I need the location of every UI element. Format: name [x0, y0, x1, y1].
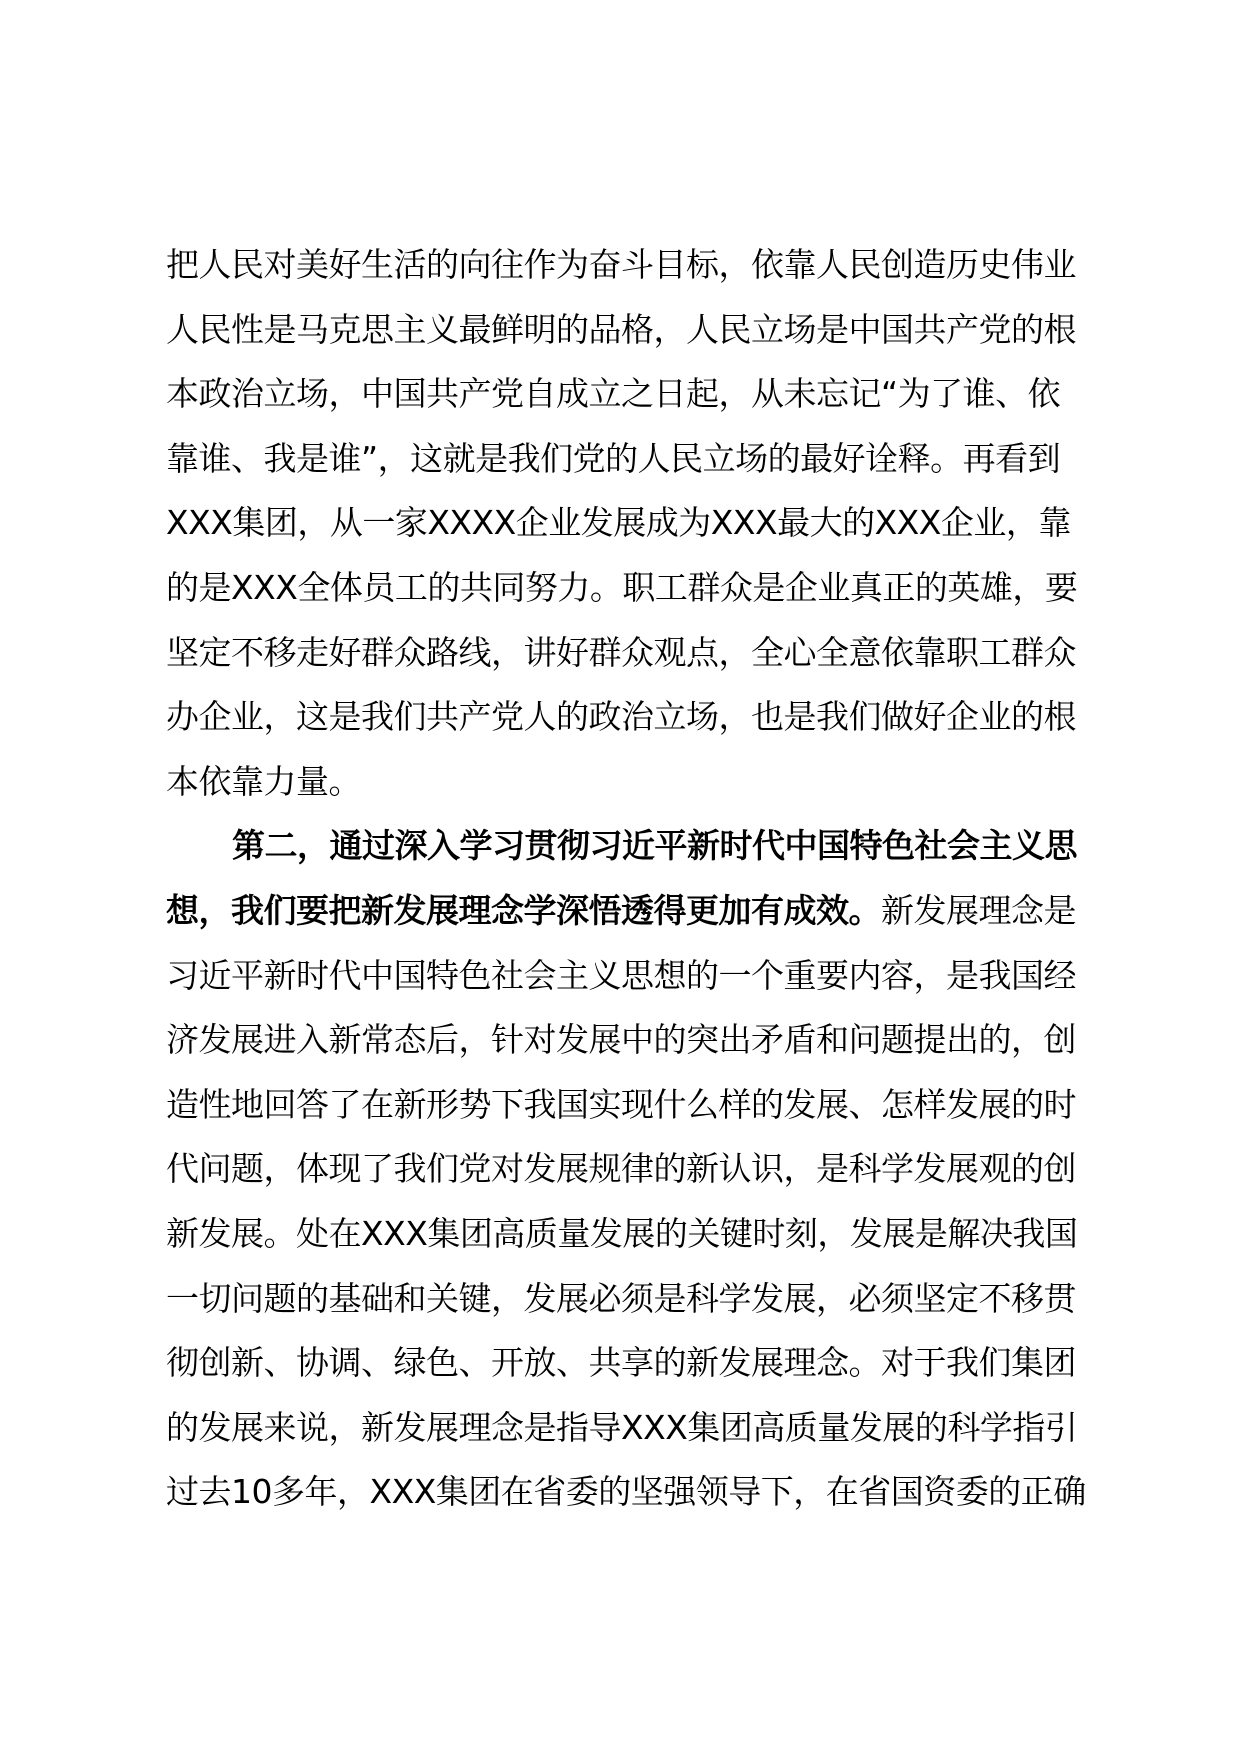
text-line: 造性地回答了在新形势下我国实现什么样的发展、怎样发展的时: [166, 1084, 1076, 1124]
text-line: 把人民对美好生活的向往作为奋斗目标，依靠人民创造历史伟业: [166, 245, 1076, 284]
text-line: 办企业，这是我们共产党人的政治立场，也是我们做好企业的根: [166, 697, 1076, 737]
text-line: 坚定不移走好群众路线，讲好群众观点，全心全意依靠职工群众: [166, 632, 1076, 672]
text-line: 的发展来说，新发展理念是指导XXX集团高质量发展的科学指引: [166, 1407, 1078, 1447]
text-line: 习近平新时代中国特色社会主义思想的一个重要内容，是我国经: [166, 955, 1076, 995]
text-line: 济发展进入新常态后，针对发展中的突出矛盾和问题提出的，创: [166, 1020, 1076, 1060]
text-line: 代问题，体现了我们党对发展规律的新认识，是科学发展观的创: [166, 1149, 1076, 1189]
section-text-continuation: 新发展理念是: [881, 890, 1076, 930]
section-heading-line-1: 第二，通过深入学习贯彻习近平新时代中国特色社会主义思: [232, 826, 1077, 866]
text-line: 靠谁、我是谁”，这就是我们党的人民立场的最好诠释。再看到: [166, 438, 1061, 478]
text-line: 的是XXX全体员工的共同努力。职工群众是企业真正的英雄，要: [166, 567, 1078, 607]
text-line: 彻创新、协调、绿色、开放、共享的新发展理念。对于我们集团: [166, 1343, 1076, 1383]
text-line: 本依靠力量。: [166, 761, 361, 801]
document-body: [166, 233, 1110, 1525]
text-line: 新发展。处在XXX集团高质量发展的关键时刻，发展是解决我国: [166, 1213, 1078, 1253]
section-heading-line-2: 想，我们要把新发展理念学深悟透得更加有成效。: [166, 890, 881, 930]
section-heading-line-2-container: [166, 879, 1110, 944]
text-line: 人民性是马克思主义最鲜明的品格，人民立场是中国共产党的根: [166, 309, 1076, 349]
text-line: 一切问题的基础和关键，发展必须是科学发展，必须坚定不移贯: [166, 1278, 1076, 1318]
text-line: 过去10多年，XXX集团在省委的坚强领导下，在省国资委的正确: [166, 1472, 1086, 1512]
text-line: XXX集团，从一家XXXX企业发展成为XXX最大的XXX企业，靠: [166, 503, 1071, 543]
text-line: 本政治立场，中国共产党自成立之日起，从未忘记“为了谁、依: [166, 374, 1061, 414]
